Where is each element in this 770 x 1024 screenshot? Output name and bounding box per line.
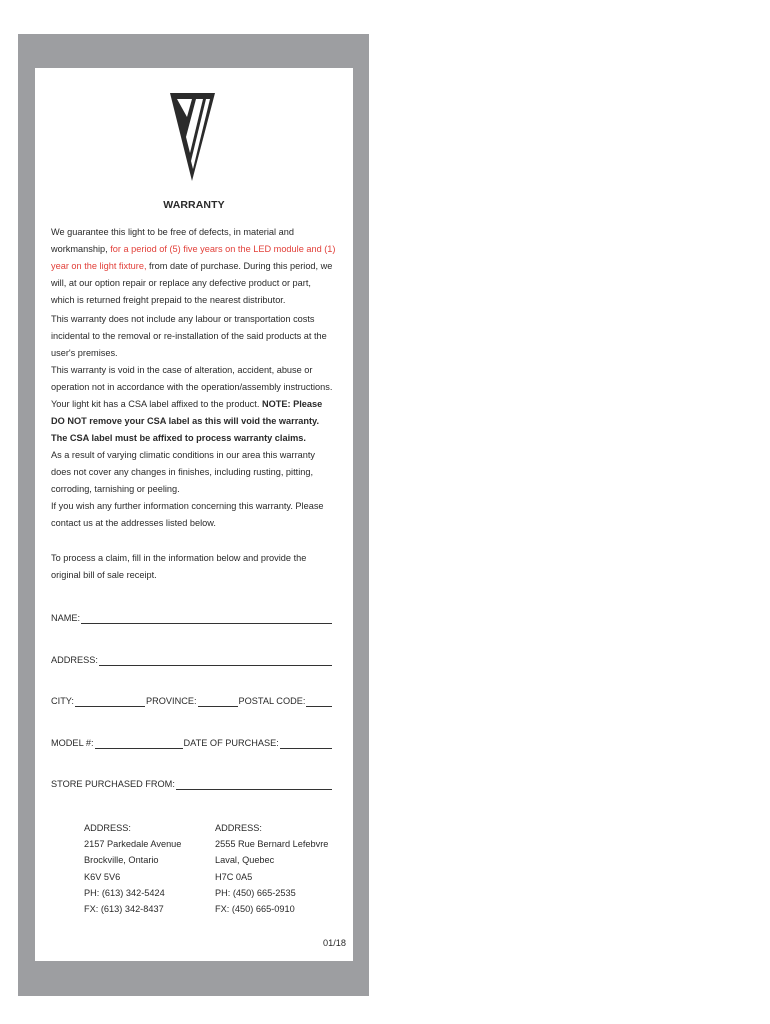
document-revision-code: 01/18 — [323, 938, 346, 948]
date-of-purchase-input-line[interactable] — [280, 738, 332, 749]
store-input-line[interactable] — [176, 779, 332, 790]
finishes-text: As a result of varying climatic conditions in our area this warranty does not cover any changes in finishes, including rusting, pitting, corroding, tarnishing or peeling. — [51, 450, 315, 494]
coverage-period-highlight: for a period of (5) five years on the LED module and (1) year on the light fixture, — [51, 244, 336, 271]
paragraph-contact — [51, 498, 336, 532]
name-label: NAME: — [51, 613, 81, 623]
fax-line: FX: (613) 342-8437 — [84, 904, 164, 915]
coverage-text-end: from date of purchase. During this period, we will, at our option repair or replace any defective product or part, which is returned freight prepaid to the nearest distributor. — [51, 261, 333, 305]
address-line: 2555 Rue Bernard Lefebvre — [215, 839, 329, 850]
city-province-postal-row — [51, 693, 333, 707]
contact-text: If you wish any further information concerning this warranty. Please contact us at the addresses listed below. — [51, 501, 324, 528]
csa-label-note: NOTE: Please DO NOT remove your CSA label as this will void the warranty. The CSA label must be affixed to process warranty claims. — [51, 399, 323, 443]
address-block-ontario — [84, 820, 181, 917]
model-label: MODEL #: — [51, 738, 94, 748]
claim-text: To process a claim, fill in the information below and provide the original bill of sale receipt. — [51, 553, 307, 580]
name-input-line[interactable] — [81, 613, 332, 624]
phone-line: PH: (450) 665-2535 — [215, 887, 296, 898]
paragraph-coverage — [51, 224, 336, 309]
address-line: Brockville, Ontario — [84, 855, 159, 866]
name-field[interactable] — [51, 610, 333, 624]
paragraph-void-conditions — [51, 362, 336, 447]
address-line: H7C 0A5 — [215, 871, 253, 882]
address-input-line[interactable] — [99, 655, 332, 666]
model-input-line[interactable] — [95, 738, 183, 749]
document-title: WARRANTY — [163, 199, 225, 211]
address-line: 2157 Parkedale Avenue — [84, 839, 182, 850]
address-block-quebec — [215, 820, 328, 917]
address-field[interactable] — [51, 652, 333, 666]
void-text: This warranty is void in the case of alteration, accident, abuse or operation not in accordance with the operation/assembly instructions. Your light kit has a CSA label affixed to the product. — [51, 365, 333, 409]
coverage-text: We guarantee this light to be free of defects, in material and workmanship, — [51, 227, 294, 254]
city-label: CITY: — [51, 696, 74, 706]
address-heading: ADDRESS: — [215, 823, 262, 833]
exclusions-text: This warranty does not include any labour or transportation costs incidental to the removal or re-installation of the said products at the user's premises. — [51, 314, 327, 358]
date-of-purchase-label: DATE OF PURCHASE: — [183, 738, 279, 748]
model-date-row — [51, 735, 333, 749]
province-label: PROVINCE: — [145, 696, 197, 706]
postal-code-input-line[interactable] — [306, 696, 332, 707]
store-field[interactable] — [51, 776, 333, 790]
phone-line: PH: (613) 342-5424 — [84, 887, 165, 898]
address-label: ADDRESS: — [51, 655, 98, 665]
paragraph-exclusions — [51, 311, 336, 362]
brand-logo-icon — [170, 91, 215, 183]
fax-line: FX: (450) 665-0910 — [215, 904, 295, 915]
paragraph-claim — [51, 550, 336, 584]
paragraph-finishes — [51, 447, 336, 498]
store-label: STORE PURCHASED FROM: — [51, 779, 175, 789]
province-input-line[interactable] — [198, 696, 238, 707]
city-input-line[interactable] — [75, 696, 145, 707]
postal-code-label: POSTAL CODE: — [238, 696, 306, 706]
address-heading: ADDRESS: — [84, 823, 131, 833]
address-line: K6V 5V6 — [84, 871, 121, 882]
address-line: Laval, Quebec — [215, 855, 275, 866]
